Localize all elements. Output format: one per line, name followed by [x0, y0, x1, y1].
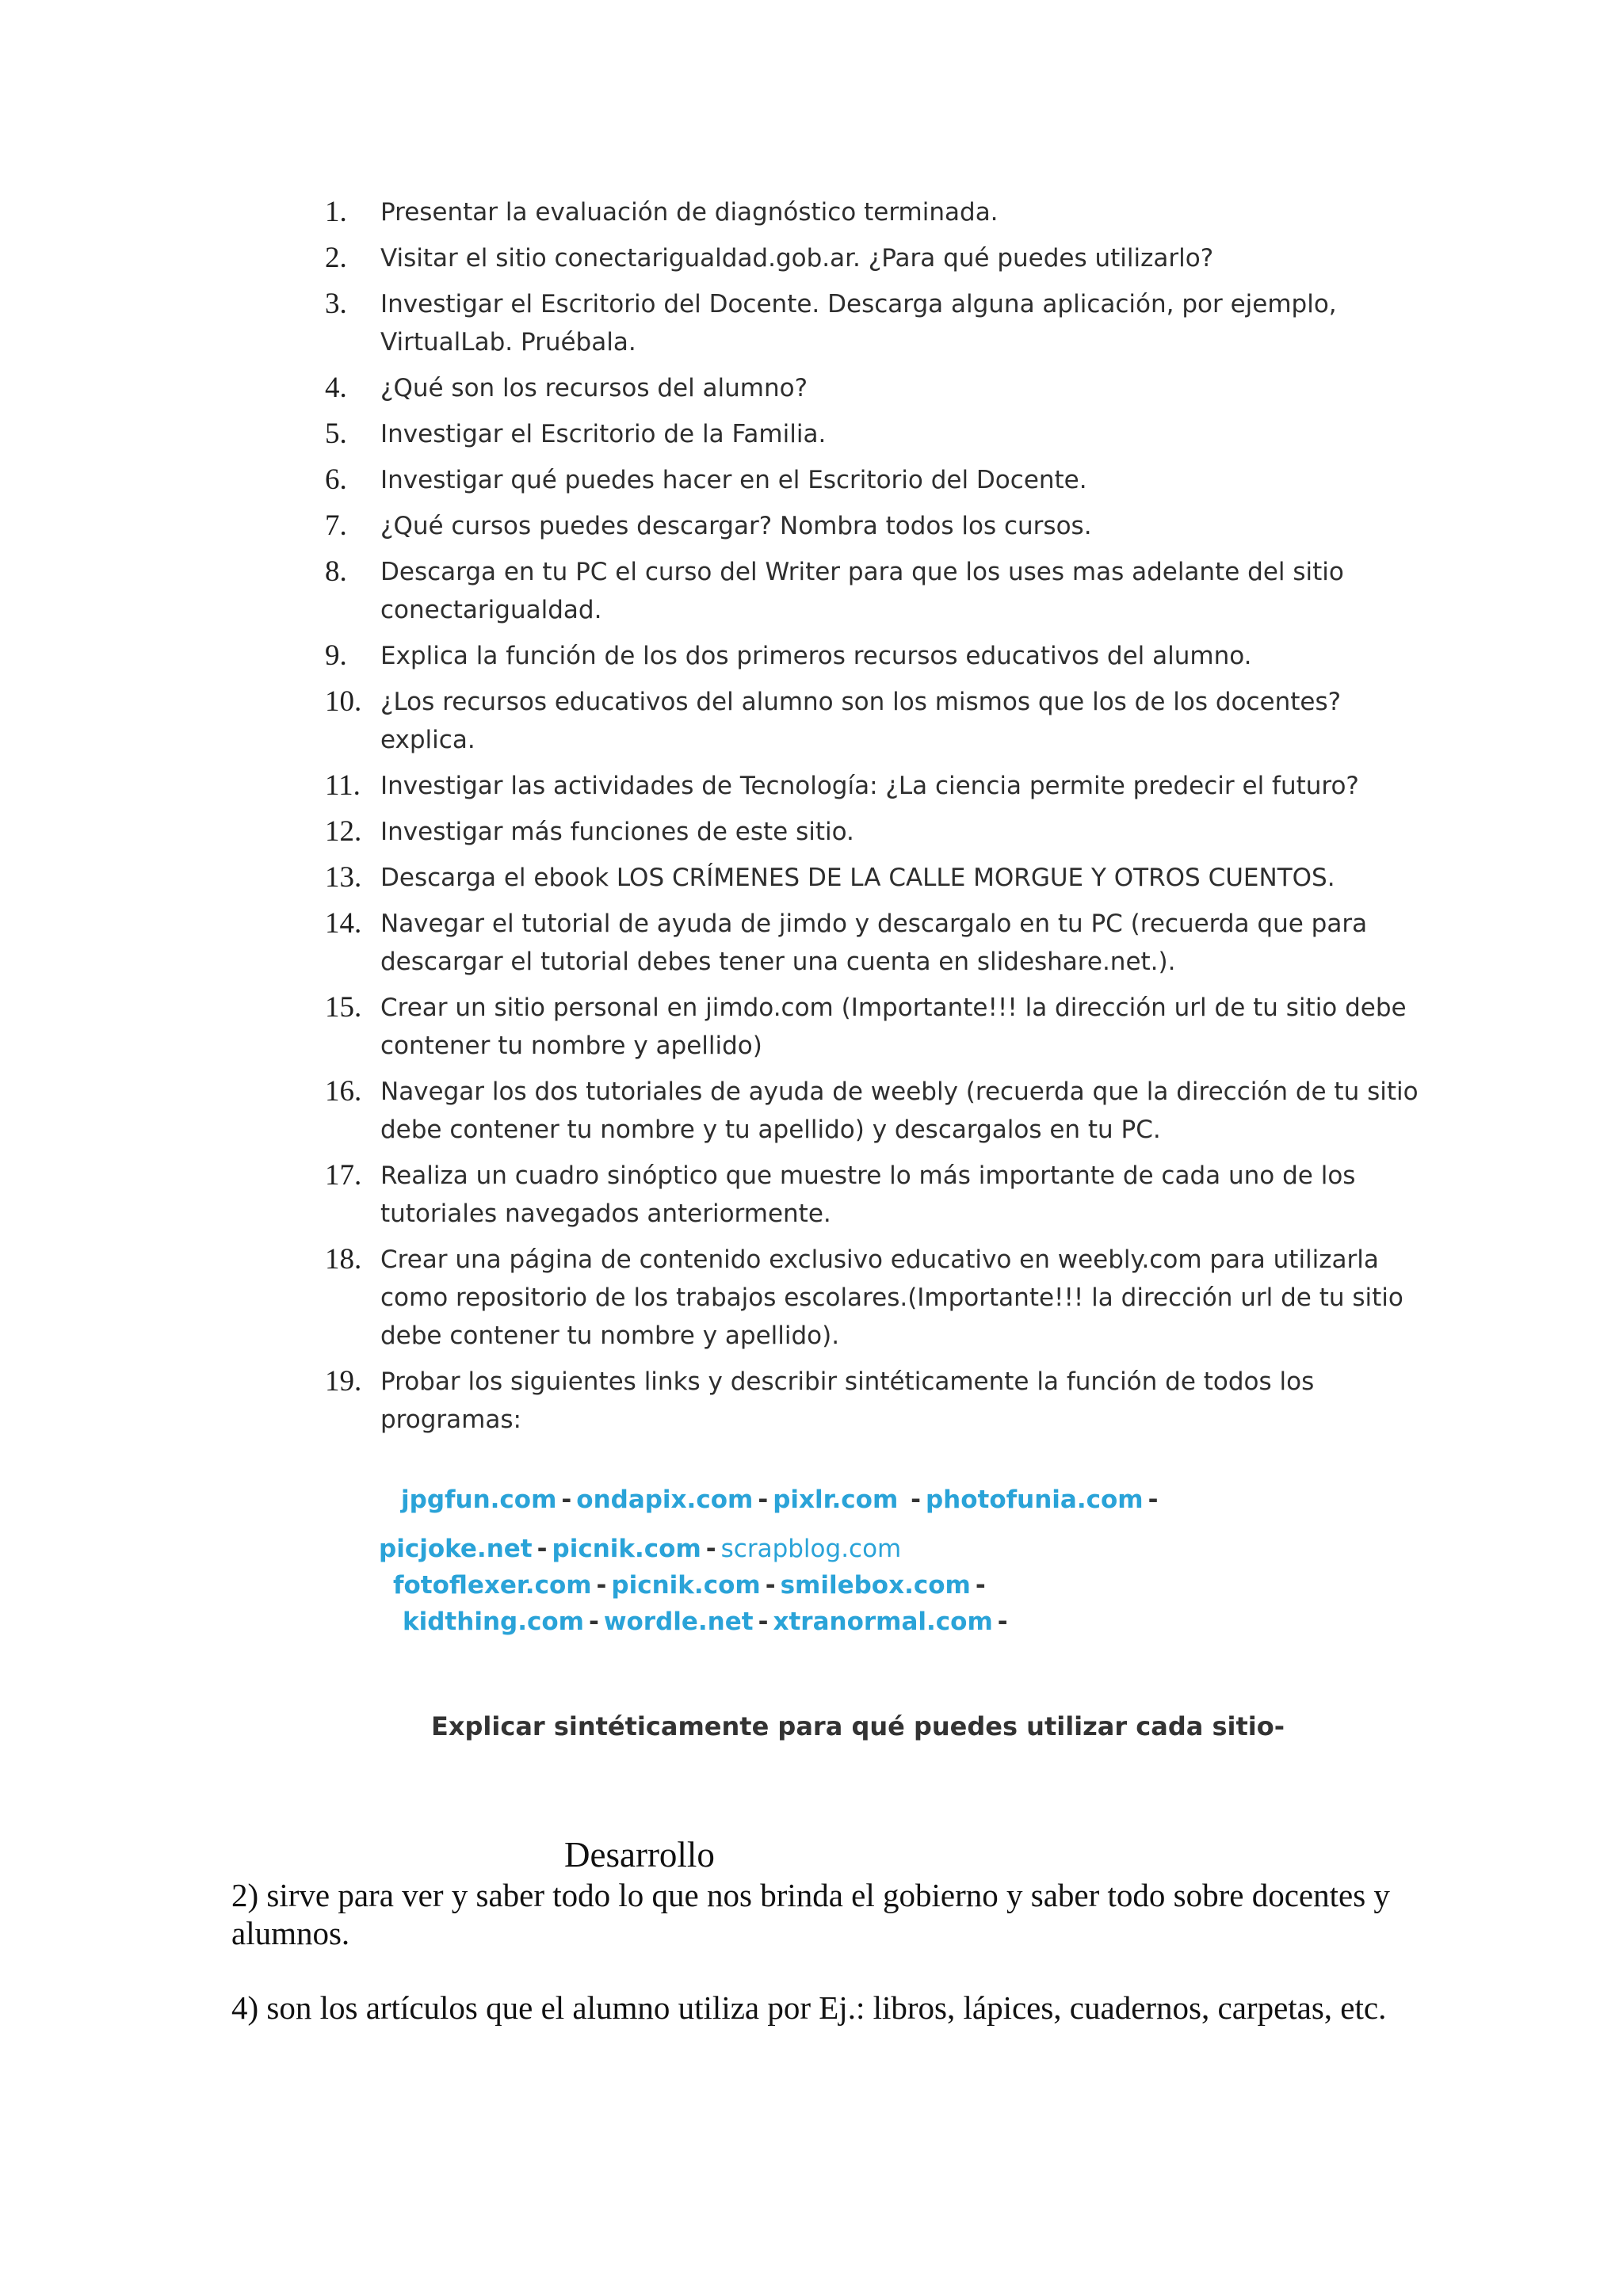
link-separator: -: [537, 1535, 548, 1563]
task-text: Investigar las actividades de Tecnología: ¿La ciencia permite predecir el futuro?: [380, 772, 1359, 800]
task-number: 12.: [325, 815, 362, 848]
task-number: 13.: [325, 861, 362, 894]
links-row: [393, 1567, 991, 1604]
task-item: [325, 193, 1419, 231]
link-fotoflexer[interactable]: fotoflexer.com: [393, 1571, 592, 1600]
task-text: Visitar el sitio conectarigualdad.gob.ar. ¿Para qué puedes utilizarlo?: [380, 244, 1214, 273]
task-item: [325, 1241, 1419, 1355]
task-number: 18.: [325, 1243, 362, 1276]
link-picnik[interactable]: picnik.com: [552, 1535, 701, 1563]
link-separator: -: [705, 1535, 716, 1563]
task-number: 1.: [325, 196, 347, 228]
task-number: 7.: [325, 509, 347, 542]
task-text: Crear un sitio personal en jimdo.com (Importante!!! la dirección url de tu sitio debe contener tu nombre y apellido): [380, 994, 1407, 1060]
task-item: [325, 683, 1419, 759]
task-number: 10.: [325, 685, 362, 718]
link-wordle[interactable]: wordle.net: [603, 1608, 754, 1636]
task-item: [325, 239, 1419, 277]
task-text: Descarga el ebook LOS CRÍMENES DE LA CALLE MORGUE Y OTROS CUENTOS.: [380, 864, 1335, 892]
links-row: [379, 1531, 901, 1567]
task-item: [325, 1157, 1419, 1233]
link-separator: -: [765, 1571, 776, 1600]
task-text: Investigar qué puedes hacer en el Escritorio del Docente.: [380, 466, 1087, 494]
link-ondapix[interactable]: ondapix.com: [576, 1486, 754, 1514]
task-item: [325, 767, 1419, 805]
task-number: 17.: [325, 1159, 362, 1192]
task-number: 6.: [325, 463, 347, 496]
link-picjoke[interactable]: picjoke.net: [379, 1535, 533, 1563]
link-separator: -: [588, 1608, 599, 1636]
task-text: Descarga en tu PC el curso del Writer para que los uses mas adelante del sitio conectarigualdad.: [380, 558, 1344, 624]
task-text: Investigar el Escritorio del Docente. Descarga alguna aplicación, por ejemplo, VirtualLab. Pruébala.: [380, 290, 1337, 357]
link-separator: -: [975, 1571, 986, 1600]
task-text: ¿Qué cursos puedes descargar? Nombra todos los cursos.: [380, 512, 1092, 540]
links-row: [401, 1482, 1163, 1518]
task-item: [325, 553, 1419, 629]
answer-2: 2) sirve para ver y saber todo lo que nos brinda el gobierno y saber todo sobre docentes y alumnos.: [231, 1877, 1390, 1951]
link-separator: -: [596, 1571, 607, 1600]
link-pixlr[interactable]: pixlr.com: [773, 1486, 899, 1514]
instruction-text: Explicar sintéticamente para qué puedes utilizar cada sitio-: [431, 1711, 1285, 1741]
task-number: 4.: [325, 372, 347, 404]
task-item: [325, 989, 1419, 1065]
task-item: [325, 1363, 1419, 1439]
development-title: Desarrollo: [564, 1835, 715, 1875]
task-text: Crear una página de contenido exclusivo educativo en weebly.com para utilizarla como repositorio de los trabajos escolares.(Importante!!! la dirección url de tu sitio debe contener tu nombre y apellido).: [380, 1245, 1403, 1350]
task-text: ¿Los recursos educativos del alumno son los mismos que los de los docentes? explica.: [380, 688, 1342, 754]
task-item: [325, 1073, 1419, 1149]
task-number: 9.: [325, 639, 347, 672]
task-item: [325, 369, 1419, 407]
link-separator: -: [561, 1486, 572, 1514]
task-number: 2.: [325, 242, 347, 274]
task-item: [325, 859, 1419, 897]
link-smilebox[interactable]: smilebox.com: [780, 1571, 971, 1600]
task-text: Navegar el tutorial de ayuda de jimdo y descargalo en tu PC (recuerda que para descargar el tutorial debes tener una cuenta en slideshare.net.).: [380, 910, 1368, 976]
link-separator: -: [1148, 1486, 1159, 1514]
task-text: ¿Qué son los recursos del alumno?: [380, 374, 808, 402]
answer-4: 4) son los artículos que el alumno utiliza por Ej.: libros, lápices, cuadernos, carpetas, etc.: [231, 1989, 1387, 2026]
task-number: 16.: [325, 1075, 362, 1108]
task-item: [325, 461, 1419, 499]
task-number: 11.: [325, 769, 361, 802]
link-scrapblog[interactable]: scrapblog.com: [720, 1535, 902, 1563]
link-picnik[interactable]: picnik.com: [611, 1571, 761, 1600]
link-kidthing[interactable]: kidthing.com: [403, 1608, 584, 1636]
task-number: 19.: [325, 1365, 362, 1398]
link-separator: -: [758, 1486, 769, 1514]
task-item: [325, 637, 1419, 675]
task-item: [325, 415, 1419, 453]
task-item: [325, 905, 1419, 981]
task-number: 14.: [325, 907, 362, 940]
task-item: [325, 285, 1419, 361]
task-number: 5.: [325, 418, 347, 450]
task-number: 3.: [325, 288, 347, 320]
task-text: Investigar más funciones de este sitio.: [380, 818, 854, 846]
links-row: [403, 1604, 1013, 1640]
task-item: [325, 813, 1419, 851]
task-text: Investigar el Escritorio de la Familia.: [380, 420, 827, 448]
task-item: [325, 507, 1419, 545]
task-text: Probar los siguientes links y describir sintéticamente la función de todos los programas:: [380, 1367, 1315, 1434]
task-text: Realiza un cuadro sinóptico que muestre lo más importante de cada uno de los tutoriales navegados anteriormente.: [380, 1161, 1356, 1228]
link-separator: -: [997, 1608, 1008, 1636]
link-photofunia[interactable]: photofunia.com: [925, 1486, 1144, 1514]
task-text: Presentar la evaluación de diagnóstico terminada.: [380, 198, 999, 227]
task-number: 15.: [325, 991, 362, 1024]
link-xtranormal[interactable]: xtranormal.com: [773, 1608, 993, 1636]
link-separator: -: [911, 1486, 921, 1514]
task-text: Explica la función de los dos primeros recursos educativos del alumno.: [380, 642, 1252, 670]
task-number: 8.: [325, 555, 347, 588]
link-jpgfun[interactable]: jpgfun.com: [401, 1486, 557, 1514]
task-list: [325, 193, 1419, 1447]
task-text: Navegar los dos tutoriales de ayuda de weebly (recuerda que la dirección de tu sitio debe contener tu nombre y tu apellido) y descargalos en tu PC.: [380, 1077, 1419, 1144]
link-separator: -: [758, 1608, 769, 1636]
